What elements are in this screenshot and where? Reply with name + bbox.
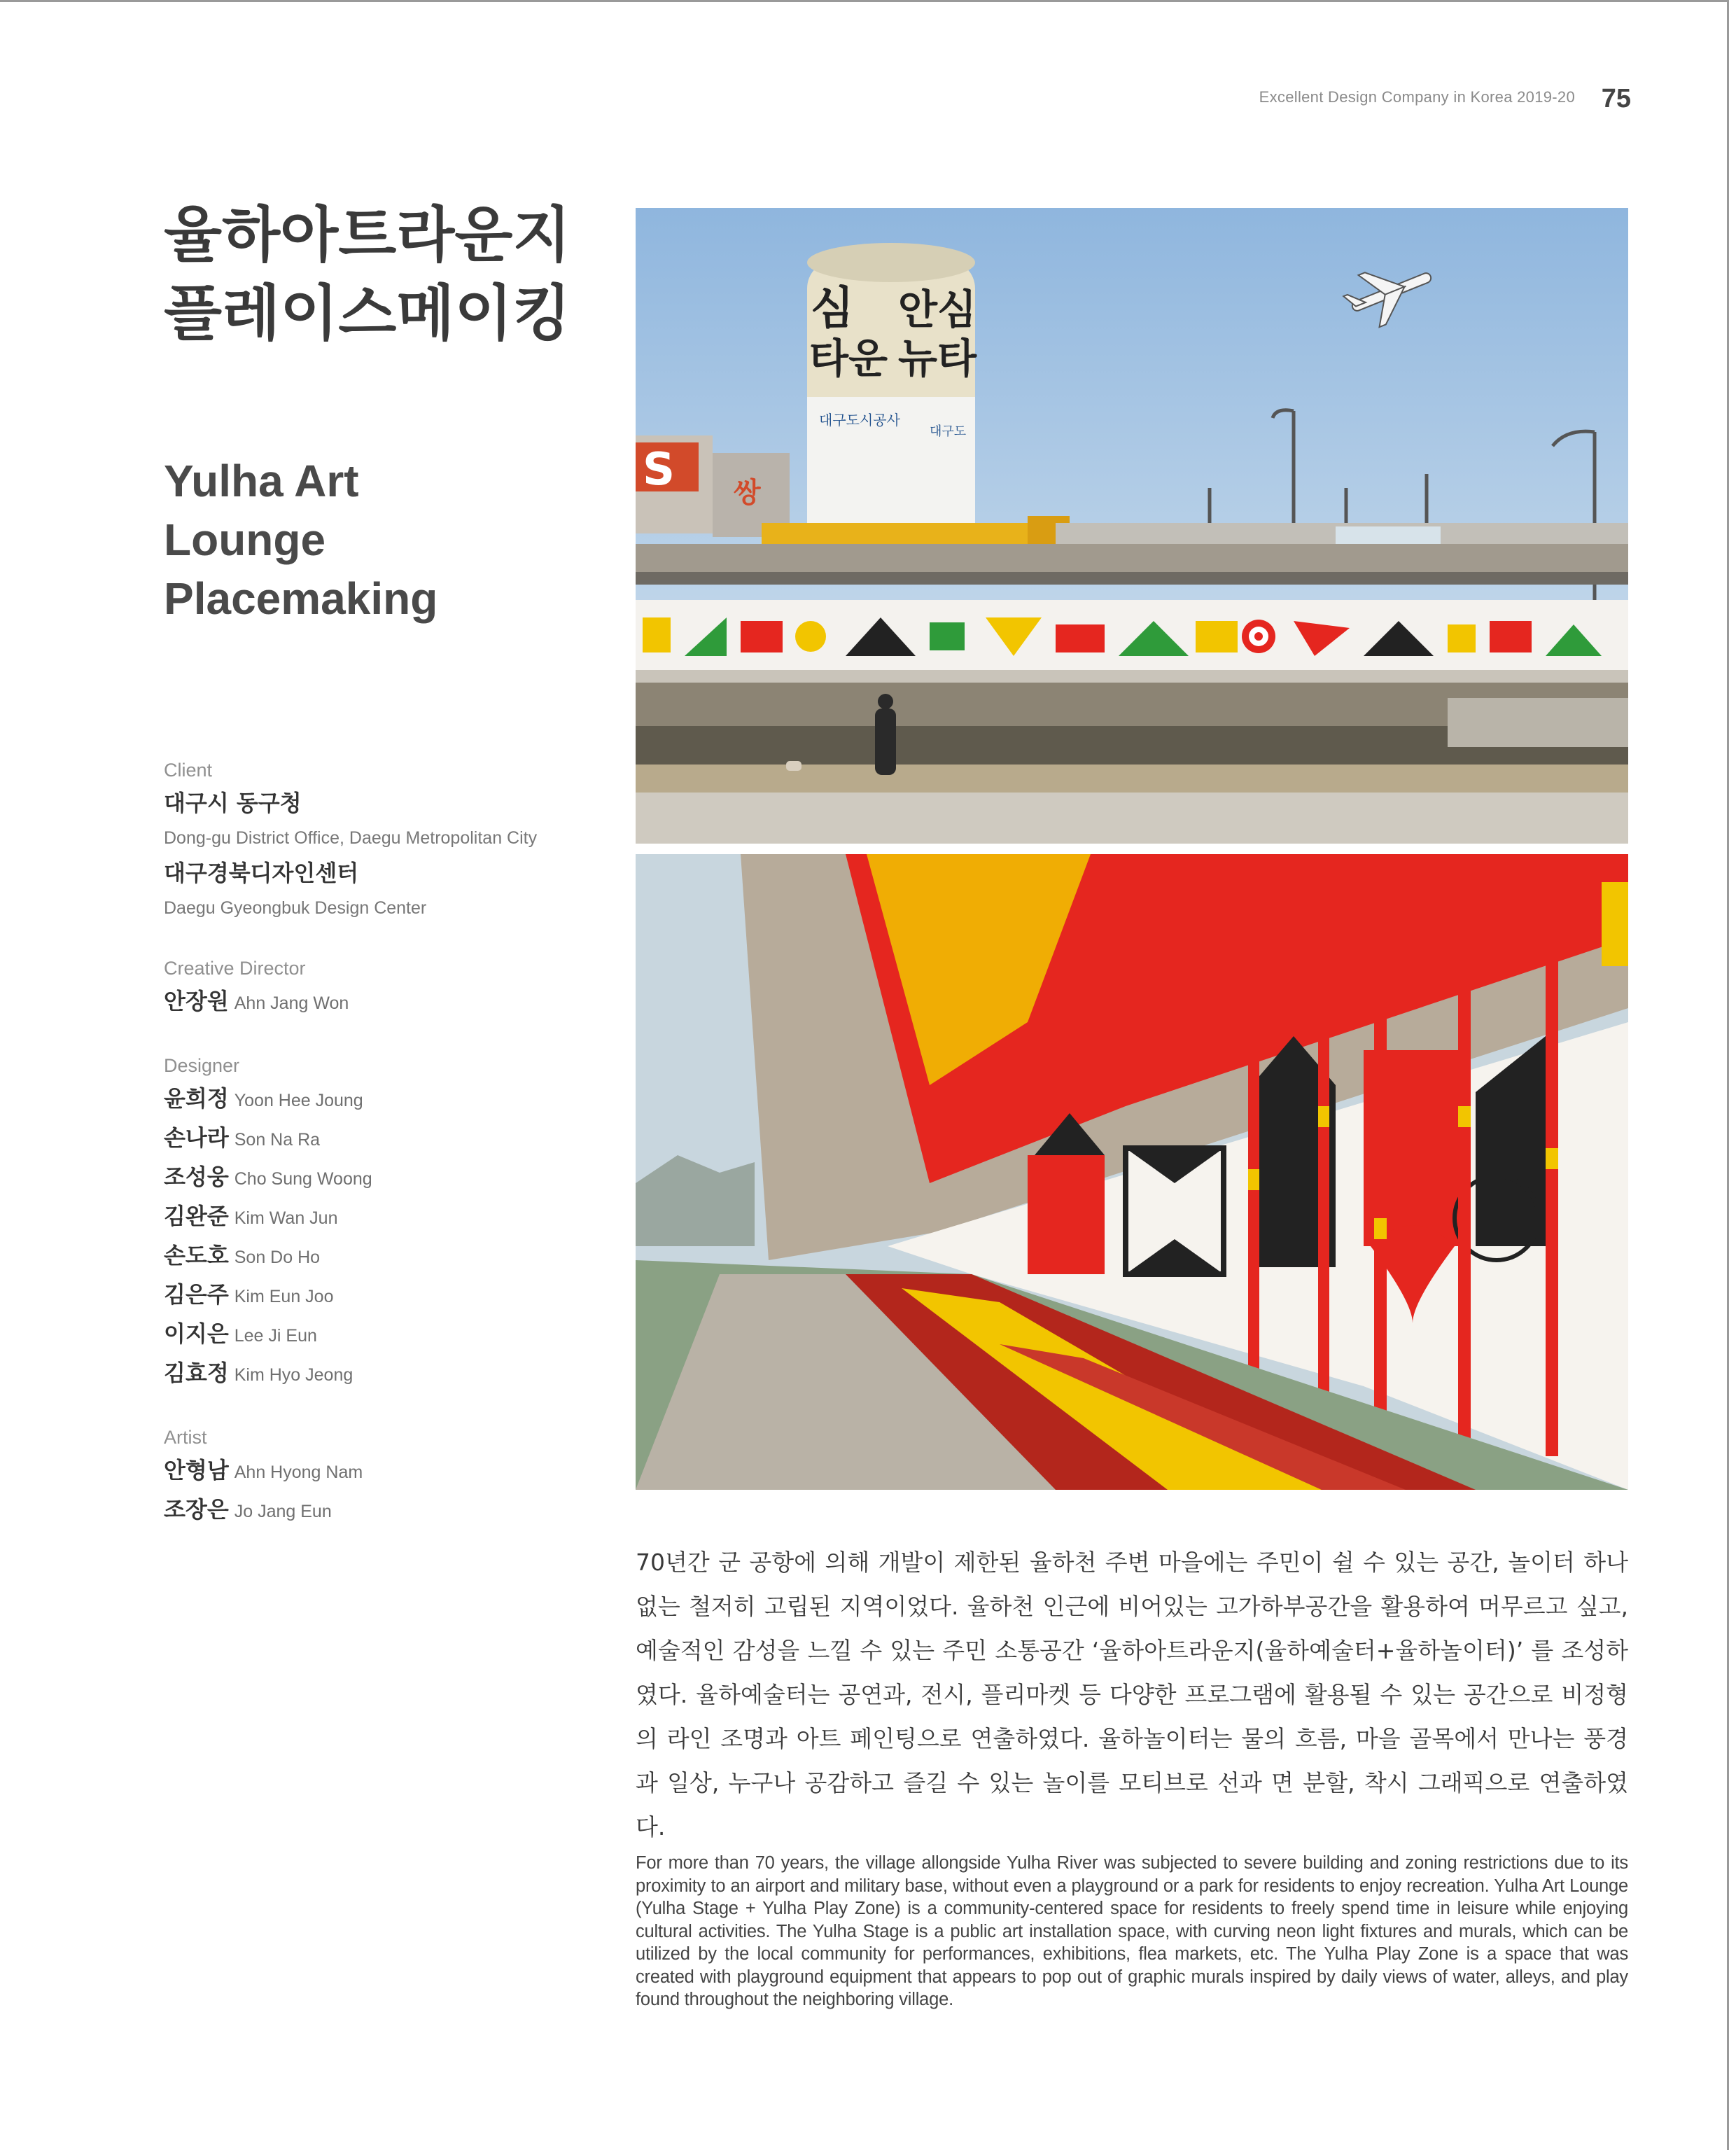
name-korean: 김완준 [164,1203,229,1229]
title-korean [164,196,571,353]
name-english: Lee Ji Eun [234,1326,317,1346]
client-1-english: Dong-gu District Office, Daegu Metropolitan City [164,828,538,848]
name-korean: 윤희정 [164,1085,229,1112]
tank-banner: 대구도시공사 [819,412,900,428]
designer-name [164,1238,612,1277]
name-korean: 안장원 [164,988,229,1014]
designer-name [164,1355,612,1395]
photo-underpass-mural [636,854,1628,1490]
tank-text-left-top: 심 [811,283,854,335]
name-korean: 손나라 [164,1124,229,1151]
name-english: Jo Jang Eun [234,1502,332,1521]
client-2-korean: 대구경북디자인센터 [164,860,359,886]
name-korean: 이지은 [164,1320,229,1347]
creative-director-label: Creative Director [164,958,306,979]
artist-name [164,1492,612,1531]
name-korean: 손도호 [164,1242,229,1269]
title-korean-line2: 플레이스메이킹 [164,279,571,349]
designer-section [164,1055,612,1395]
name-english: Son Na Ra [234,1130,321,1150]
body-text-korean: 70년간 군 공항에 의해 개발이 제한된 율하천 주변 마을에는 주민이 쉴 수 있는 공간, 놀이터 하나 없는 철저히 고립된 지역이었다. 율하천 인근에 비어있는 고가하부공간을 활용하여 머무르고 싶고, 예술적인 감성을 느낄 수 있는 주민 소통공간 ‘율하아트라운지(율하예술터+율하놀이터)’ 를 조성하였다. 율하예술터는 공연과, 전시, 플리마켓 등 다양한 프로그램에 활용될 수 있는 공간으로 비정형의 라인 조명과 아트 페인팅으로 연출하였다. 율하놀이터는 물의 흐름, 마을 골목에서 만나는 풍경과 일상, 누구나 공감하고 즐길 수 있는 놀이를 모티브로 선과 면 분할, 착시 그래픽으로 연출하였다. [636,1549,1628,1841]
tank-text-left-bottom: 타운 [809,335,888,382]
title-english [164,452,438,628]
name-korean: 김효정 [164,1360,229,1386]
designer-name [164,1316,612,1355]
artist-label: Artist [164,1427,207,1448]
name-english: Ahn Jang Won [234,993,349,1013]
name-english: Cho Sung Woong [234,1169,372,1189]
client-1-korean: 대구시 동구청 [164,790,302,816]
artist-name [164,1453,612,1492]
name-english: Son Do Ho [234,1248,321,1267]
billboard-letter: S [643,444,676,496]
name-english: Yoon Hee Joung [234,1091,363,1110]
designer-label: Designer [164,1055,240,1076]
title-english-line1: Yulha Art [164,456,359,506]
name-english: Kim Wan Jun [234,1208,338,1228]
name-english: Ahn Hyong Nam [234,1463,363,1482]
photo-exterior-mural-illustration [636,208,1628,844]
page-number: 75 [1601,84,1631,113]
tank-banner-right: 대구도 [930,424,967,439]
name-korean: 조성웅 [164,1164,229,1190]
name-english: Kim Hyo Jeong [234,1365,354,1385]
client-label: Client [164,760,213,781]
photo-exterior-mural [636,208,1628,844]
title-english-line3: Placemaking [164,573,438,624]
title-english-line2: Lounge [164,515,326,565]
artist-section [164,1427,612,1531]
building-text: 쌍 [734,477,761,509]
running-header: Excellent Design Company in Korea 2019-20 [1259,88,1575,106]
tank-text-right-top: 안심 [898,286,977,333]
client-2-english: Daegu Gyeongbuk Design Center [164,898,427,918]
designer-name [164,1081,612,1120]
client-section [164,760,612,926]
body-text-english: For more than 70 years, the village allongside Yulha River was subjected to severe building and zoning restrictions due to its proximity to an airport and military base, without even a playground or a park for residents to enjoy recreation. Yulha Art Lounge (Yulha Stage + Yulha Play Zone) is a community-centered space for residents to freely spend time in leisure while enjoying cultural activities. The Yulha Stage is a public art installation space, with curving neon light fixtures and murals, which can be utilized by the local community for performances, exhibitions, flea markets, etc. The Yulha Play Zone is a space that was created with playground equipment that appears to pop out of graphic murals inspired by daily views of water, alleys, and play found throughout the neighboring village. [636,1853,1628,2009]
tank-text-right-bottom: 뉴타 [898,335,977,382]
name-english: Kim Eun Joo [234,1287,334,1306]
name-korean: 김은주 [164,1281,229,1308]
name-korean: 안형남 [164,1457,229,1484]
credits [164,760,612,1563]
designer-name [164,1199,612,1238]
creative-director-section [164,958,612,1023]
designer-name [164,1159,612,1199]
creative-director-name [164,984,612,1023]
designer-name [164,1277,612,1316]
title-korean-line1: 율하아트라운지 [164,200,571,270]
photo-underpass-mural-illustration [636,854,1628,1490]
designer-name [164,1120,612,1159]
name-korean: 조장은 [164,1496,229,1523]
